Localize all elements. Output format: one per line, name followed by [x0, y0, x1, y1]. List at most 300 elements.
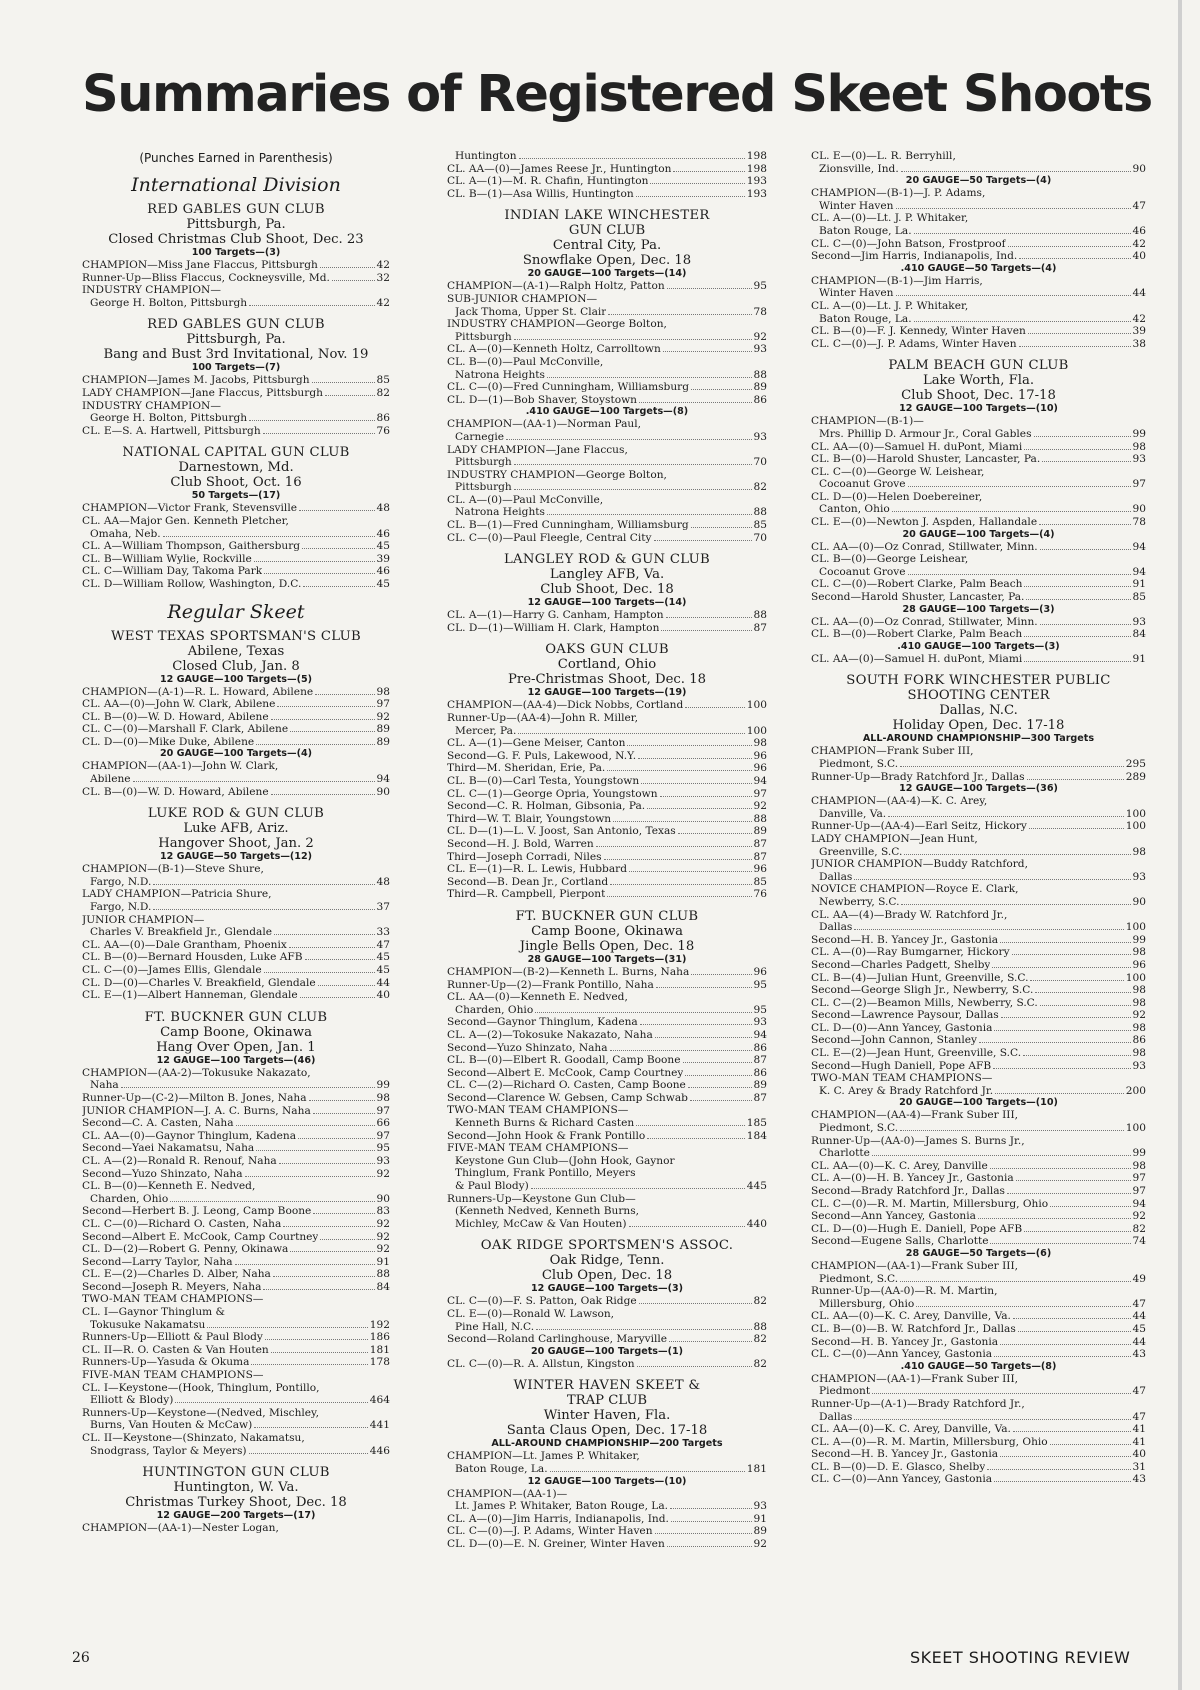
- result-text: CL. B—(0)—George Leishear,: [811, 553, 969, 566]
- result-row: [811, 1135, 1146, 1148]
- club-name: FT. BUCKNER GUN CLUB: [144, 1009, 328, 1025]
- result-text: CL. D—(0)—E. N. Greiner, Winter Haven: [447, 1537, 665, 1550]
- result-row: [811, 1109, 1146, 1122]
- result-text: CL. C—(0)—Paul Fleegle, Central City: [447, 531, 652, 544]
- result-row: [447, 1463, 767, 1476]
- result-text: CHAMPION—(AA-1)—Frank Suber III,: [811, 1259, 1019, 1272]
- result-text: Second—Yuzo Shinzato, Naha: [447, 1041, 608, 1054]
- score: 48: [376, 502, 390, 515]
- result-row: [811, 820, 1146, 833]
- result-text: CHAMPION—James M. Jacobs, Pittsburgh: [82, 374, 310, 387]
- result-text: LADY CHAMPION—Patricia Shure,: [82, 888, 272, 901]
- club-summary: [447, 642, 767, 901]
- score: 87: [753, 621, 767, 634]
- result-text: Runner-Up—(AA-4)—Earl Seitz, Hickory: [811, 820, 1027, 833]
- dot-leader: [613, 821, 751, 822]
- result-row: [447, 1155, 767, 1168]
- score: 47: [1132, 199, 1146, 212]
- result-row: [811, 858, 1146, 871]
- dot-leader: [249, 420, 374, 421]
- dot-leader: [990, 1168, 1131, 1169]
- result-row: [811, 1473, 1146, 1486]
- result-row: [811, 653, 1146, 666]
- club-summary: [82, 629, 390, 799]
- result-text: Third—Joseph Corradi, Niles: [447, 850, 602, 863]
- club-heading-line: Closed Christmas Club Shoot, Dec. 23: [108, 232, 364, 247]
- score: 99: [1132, 1147, 1146, 1160]
- score: 86: [376, 412, 390, 425]
- dot-leader: [656, 987, 752, 988]
- score: 94: [1132, 1197, 1146, 1210]
- dot-leader: [1019, 258, 1130, 259]
- dot-leader: [207, 1327, 367, 1328]
- result-row: [82, 259, 390, 272]
- result-row: [447, 825, 767, 838]
- gauge-heading: 50 Targets—(17): [191, 490, 281, 502]
- score: 100: [1125, 921, 1146, 934]
- result-text: CHAMPION—(AA-1)—John W. Clark,: [82, 760, 279, 773]
- score: 94: [376, 773, 390, 786]
- result-text: CL. C—(0)—J. P. Adams, Winter Haven: [447, 1525, 653, 1538]
- club-summary: [811, 358, 1146, 665]
- result-row: [811, 150, 1146, 163]
- dot-leader: [1040, 1005, 1131, 1006]
- score: 44: [1132, 1335, 1146, 1348]
- score: 78: [1132, 516, 1146, 529]
- club-heading-line: Jingle Bells Open, Dec. 18: [519, 938, 695, 954]
- result-text: Runners-Up—Elliott & Paul Blody: [82, 1331, 263, 1344]
- result-text: CL. B—(0)—W. D. Howard, Abilene: [82, 785, 269, 798]
- result-row: [811, 187, 1146, 200]
- result-text: Third—M. Sheridan, Erie, Pa.: [447, 762, 606, 775]
- score: 200: [1125, 1084, 1146, 1097]
- dot-leader: [1030, 980, 1123, 981]
- score: 82: [376, 386, 390, 399]
- dot-leader: [277, 706, 374, 707]
- dot-leader: [1027, 779, 1124, 780]
- dot-leader: [641, 783, 751, 784]
- dot-leader: [1040, 624, 1131, 625]
- gauge-heading: 28 GAUGE—100 Targets—(3): [902, 603, 1055, 615]
- result-text: George H. Bolton, Pittsburgh: [90, 412, 248, 425]
- result-row: [811, 871, 1146, 884]
- result-text: Mercer, Pa.: [455, 724, 517, 737]
- dot-leader: [1050, 1206, 1130, 1207]
- result-text: Second—G. F. Puls, Lakewood, N.Y.: [447, 749, 637, 762]
- dot-leader: [518, 733, 744, 734]
- club-name: WEST TEXAS SPORTSMAN'S CLUB: [111, 628, 361, 644]
- dot-leader: [1040, 549, 1131, 550]
- result-text: CL. AA—(0)—Gaynor Thinglum, Kadena: [82, 1129, 297, 1142]
- dot-leader: [1016, 1180, 1131, 1181]
- score: 92: [376, 1230, 390, 1243]
- score: 96: [753, 749, 767, 762]
- dot-leader: [854, 1419, 1130, 1420]
- score: 90: [376, 1192, 390, 1205]
- result-row: [82, 1193, 390, 1206]
- score: 91: [376, 1255, 390, 1268]
- score: 90: [1132, 503, 1146, 516]
- result-text: CL. A—(0)—Lt. J. P. Whitaker,: [811, 212, 969, 225]
- result-row: [811, 1185, 1146, 1198]
- dot-leader: [667, 288, 752, 289]
- result-text: Second—Albert E. McCook, Camp Courtney: [447, 1066, 684, 1079]
- result-row: [811, 1085, 1146, 1098]
- gauge-heading: 12 GAUGE—100 Targets—(5): [159, 673, 313, 685]
- result-row: [811, 338, 1146, 351]
- club-name: INDIAN LAKE WINCHESTER: [504, 208, 710, 224]
- score: 90: [1132, 162, 1146, 175]
- result-row: [447, 175, 767, 188]
- dot-leader: [1035, 992, 1130, 993]
- result-row: [811, 934, 1146, 947]
- result-text: Pittsburgh: [455, 330, 512, 343]
- result-text: CHAMPION—Frank Suber III,: [811, 745, 974, 758]
- dot-leader: [650, 183, 744, 184]
- result-row: [811, 1448, 1146, 1461]
- dot-leader: [245, 1176, 375, 1177]
- score: 178: [369, 1356, 390, 1369]
- result-row: [447, 1358, 767, 1371]
- dot-leader: [647, 808, 751, 809]
- gauge-heading: 20 GAUGE—100 Targets—(1): [530, 1345, 684, 1357]
- dot-leader: [908, 574, 1131, 575]
- result-text: CL. B—(0)—Carl Testa, Youngstown: [447, 775, 640, 787]
- result-text: Charden, Ohio: [90, 1192, 169, 1205]
- result-text: CL. C—(0)—Ann Yancey, Gastonia: [811, 1473, 993, 1486]
- result-row: [82, 1394, 390, 1407]
- dot-leader: [1001, 1017, 1131, 1018]
- result-text: Dallas: [819, 921, 853, 934]
- result-text: Abilene: [90, 773, 131, 786]
- result-text: Second—Yaei Nakamatsu, Naha: [82, 1142, 255, 1155]
- result-row: [811, 909, 1146, 922]
- score: 100: [746, 724, 767, 737]
- result-text: Danville, Va.: [819, 807, 887, 820]
- result-row: [447, 991, 767, 1004]
- dot-leader: [914, 233, 1131, 234]
- column-1: [82, 150, 390, 1543]
- club-summary: [447, 1378, 767, 1550]
- result-text: Second—Albert E. McCook, Camp Courtney: [82, 1230, 319, 1243]
- result-row: [811, 1461, 1146, 1474]
- dot-leader: [629, 871, 752, 872]
- result-text: Burns, Van Houten & McCaw): [90, 1419, 253, 1432]
- result-text: Runner-Up—Bliss Flaccus, Cockneysville, Md.: [82, 271, 330, 284]
- dot-leader: [610, 884, 751, 885]
- result-row: [447, 381, 767, 394]
- result-row: [447, 519, 767, 532]
- result-text: CL. A—William Thompson, Gaithersburg: [82, 540, 301, 553]
- dot-leader: [273, 1276, 375, 1277]
- result-row: [82, 786, 390, 799]
- result-text: CL. D—(1)—Bob Shaver, Stoystown: [447, 393, 637, 406]
- score: 441: [369, 1419, 390, 1432]
- result-row: [811, 1348, 1146, 1361]
- score: 43: [1132, 1473, 1146, 1486]
- dot-leader: [249, 305, 374, 306]
- result-row: [811, 1323, 1146, 1336]
- result-row: [447, 851, 767, 864]
- result-text: CL. D—(2)—Robert G. Penny, Okinawa: [82, 1243, 289, 1256]
- score: 95: [753, 978, 767, 991]
- score: 92: [376, 1217, 390, 1230]
- result-row: [447, 506, 767, 519]
- result-text: CL. B—William Wylie, Rockville: [82, 552, 252, 565]
- score: 98: [1132, 845, 1146, 858]
- result-text: CL. D—(1)—William H. Clark, Hampton: [447, 621, 660, 634]
- score: 193: [746, 175, 767, 188]
- score: 97: [753, 787, 767, 800]
- club-heading-line: Luke AFB, Ariz.: [183, 821, 289, 837]
- score: 74: [1132, 1235, 1146, 1248]
- result-text: Millersburg, Ohio: [819, 1297, 915, 1310]
- result-text: CL. AA—(4)—Brady W. Ratchford Jr.,: [811, 908, 1008, 921]
- result-row: [447, 394, 767, 407]
- score: 93: [753, 1500, 767, 1513]
- dot-leader: [904, 854, 1130, 855]
- result-row: [82, 553, 390, 566]
- dot-leader: [1000, 1344, 1130, 1345]
- dot-leader: [263, 1289, 374, 1290]
- column-3: [811, 150, 1146, 1494]
- result-row: [447, 1500, 767, 1513]
- club-heading-line: Oak Ridge, Tenn.: [549, 1253, 665, 1269]
- result-row: [811, 1310, 1146, 1323]
- score: 85: [753, 519, 767, 532]
- score: 97: [1132, 1185, 1146, 1197]
- score: 98: [1132, 1159, 1146, 1172]
- dot-leader: [1000, 1456, 1130, 1457]
- result-text: Charlotte: [819, 1147, 870, 1160]
- result-row: [82, 711, 390, 724]
- result-row: [811, 1336, 1146, 1349]
- dot-leader: [153, 909, 374, 910]
- dot-leader: [604, 859, 752, 860]
- result-text: TWO-MAN TEAM CHAMPIONS—: [82, 1293, 264, 1306]
- result-text: Baton Rouge, La.: [819, 224, 912, 237]
- division-heading: Regular Skeet: [167, 600, 305, 623]
- score: 93: [753, 343, 767, 356]
- result-row: [82, 1319, 390, 1332]
- result-text: Natrona Heights: [455, 506, 545, 519]
- score: 464: [369, 1394, 390, 1407]
- result-text: CL. A—(0)—Kenneth Holtz, Carrolltown: [447, 343, 661, 356]
- dot-leader: [678, 833, 752, 834]
- result-text: Second—H. J. Bold, Warren: [447, 837, 594, 850]
- result-text: CL. E—(2)—Jean Hunt, Greenville, S.C.: [811, 1047, 1022, 1060]
- score: 97: [376, 698, 390, 711]
- score: 45: [376, 540, 390, 553]
- result-row: [811, 1160, 1146, 1173]
- dot-leader: [312, 382, 375, 383]
- result-text: CL. AA—(0)—K. C. Arey, Danville, Va.: [811, 1423, 1011, 1436]
- result-row: [447, 888, 767, 901]
- score: 446: [369, 1444, 390, 1457]
- score: 97: [376, 1104, 390, 1117]
- gauge-heading: ALL-AROUND CHAMPIONSHIP—300 Targets: [862, 733, 1095, 745]
- result-row: [447, 532, 767, 545]
- club-name: PALM BEACH GUN CLUB: [888, 358, 1069, 374]
- result-text: Runner-Up—(AA-4)—John R. Miller,: [447, 712, 639, 725]
- result-row: [447, 188, 767, 201]
- dot-leader: [303, 586, 374, 587]
- result-text: Winter Haven: [819, 287, 894, 300]
- magazine-footer: SKEET SHOOTING REVIEW: [910, 1648, 1131, 1667]
- result-text: CL. A—(0)—Paul McConville,: [447, 493, 604, 506]
- result-row: [82, 1445, 390, 1458]
- result-text: CL. C—(2)—Beamon Mills, Newberry, S.C.: [811, 996, 1038, 1009]
- result-text: Second—Herbert B. J. Leong, Camp Boone: [82, 1205, 312, 1218]
- dot-leader: [647, 1138, 744, 1139]
- score: 92: [753, 330, 767, 343]
- score: 93: [1132, 870, 1146, 883]
- result-row: [82, 1369, 390, 1382]
- result-text: Pittsburgh: [455, 481, 512, 494]
- result-row: [811, 453, 1146, 466]
- result-text: Elliott & Blody): [90, 1394, 174, 1407]
- score: 45: [1132, 1322, 1146, 1335]
- gauge-heading: 20 GAUGE—100 Targets—(4): [902, 528, 1055, 540]
- score: 92: [1132, 1210, 1146, 1223]
- dot-leader: [170, 1201, 374, 1202]
- score: 76: [753, 888, 767, 901]
- club-heading-line: Pre-Christmas Shoot, Dec. 18: [508, 672, 706, 688]
- score: 98: [1132, 996, 1146, 1009]
- result-row: [82, 1522, 390, 1535]
- result-row: [811, 503, 1146, 516]
- result-row: [82, 964, 390, 977]
- result-text: CL. I—Gaynor Thinglum &: [82, 1306, 225, 1319]
- club-summary: [82, 1465, 390, 1535]
- score: 289: [1125, 770, 1146, 783]
- dot-leader: [607, 770, 751, 771]
- score: 47: [1132, 1385, 1146, 1398]
- score: 100: [746, 699, 767, 712]
- club-heading-line: Darnestown, Md.: [178, 460, 294, 476]
- result-row: [82, 723, 390, 736]
- score: 87: [753, 837, 767, 850]
- result-text: CL. C—(0)—J. P. Adams, Winter Haven: [811, 337, 1017, 350]
- dot-leader: [320, 267, 375, 268]
- result-row: [811, 1398, 1146, 1411]
- result-text: CHAMPION—(AA-4)—Dick Nobbs, Cortland: [447, 699, 684, 712]
- result-text: CL. A—(0)—H. B. Yancey Jr., Gastonia: [811, 1172, 1014, 1185]
- result-text: CL. B—(0)—W. D. Howard, Abilene: [82, 710, 269, 723]
- result-text: & Paul Blody): [455, 1180, 529, 1193]
- result-row: [447, 1525, 767, 1538]
- result-row: [811, 566, 1146, 579]
- result-row: [447, 712, 767, 725]
- result-row: [811, 415, 1146, 428]
- dot-leader: [332, 280, 375, 281]
- result-text: CL. AA—(0)—Samuel H. duPont, Miami: [811, 652, 1023, 665]
- club-name: LUKE ROD & GUN CLUB: [147, 806, 325, 822]
- result-row: [447, 1333, 767, 1346]
- result-text: Second—Jim Harris, Indianapolis, Ind.: [811, 250, 1018, 263]
- result-row: [447, 838, 767, 851]
- dot-leader: [667, 1546, 752, 1547]
- result-text: CL. AA—(0)—Dale Grantham, Phoenix: [82, 938, 287, 951]
- result-text: Winter Haven: [819, 199, 894, 212]
- result-text: CL. C—(2)—Richard O. Casten, Camp Boone: [447, 1079, 686, 1092]
- result-row: [82, 1142, 390, 1155]
- dot-leader: [994, 1030, 1130, 1031]
- result-text: CL. A—(2)—Ronald R. Renouf, Naha: [82, 1154, 277, 1167]
- dot-leader: [271, 719, 375, 720]
- dot-leader: [872, 1393, 1130, 1394]
- dot-leader: [691, 389, 752, 390]
- result-row: [82, 565, 390, 578]
- dot-leader: [514, 339, 752, 340]
- score: 86: [753, 1041, 767, 1054]
- score: 42: [376, 259, 390, 271]
- result-text: Second—H. B. Yancey Jr., Gastonia: [811, 933, 999, 946]
- score: 86: [753, 393, 767, 406]
- result-text: Second—Joseph R. Meyers, Naha: [82, 1280, 262, 1293]
- dot-leader: [1028, 333, 1131, 334]
- dot-leader: [320, 1239, 374, 1240]
- score: 96: [753, 762, 767, 775]
- result-row: [82, 540, 390, 553]
- result-row: [811, 1047, 1146, 1060]
- dot-leader: [637, 1366, 752, 1367]
- result-text: CL. C—(0)—Ann Yancey, Gastonia: [811, 1348, 993, 1361]
- score: 185: [746, 1117, 767, 1130]
- score: 44: [376, 976, 390, 989]
- dot-leader: [670, 1508, 751, 1509]
- gauge-heading: 12 GAUGE—100 Targets—(14): [527, 597, 687, 609]
- score: 46: [376, 565, 390, 578]
- score: 88: [376, 1268, 390, 1281]
- score: 98: [1132, 946, 1146, 959]
- score: 92: [376, 1243, 390, 1256]
- score: 39: [1132, 325, 1146, 338]
- result-text: Second—C. A. Casten, Naha: [82, 1117, 234, 1130]
- result-text: CL. D—(1)—L. V. Joost, San Antonio, Texas: [447, 825, 676, 838]
- column-2: [447, 150, 767, 1559]
- result-row: [447, 966, 767, 979]
- gauge-heading: ALL-AROUND CHAMPIONSHIP—200 Targets: [491, 1438, 723, 1450]
- result-text: TWO-MAN TEAM CHAMPIONS—: [447, 1104, 629, 1117]
- dot-leader: [993, 1068, 1130, 1069]
- result-row: [447, 1488, 767, 1501]
- club-heading-line: Lake Worth, Fla.: [922, 373, 1035, 389]
- score: 42: [376, 296, 390, 309]
- result-row: [82, 1306, 390, 1319]
- result-row: [82, 1432, 390, 1445]
- score: 82: [753, 1295, 767, 1308]
- dot-leader: [236, 1125, 375, 1126]
- score: 44: [1132, 287, 1146, 300]
- result-text: Runners-Up—Keystone Gun Club—: [447, 1192, 636, 1205]
- club-summary: [82, 202, 390, 309]
- dot-leader: [309, 1100, 375, 1101]
- result-text: Charles V. Breakfield Jr., Glendale: [90, 926, 272, 939]
- result-text: Second—John Hook & Frank Pontillo: [447, 1129, 646, 1142]
- result-row: [447, 609, 767, 622]
- dot-leader: [900, 1281, 1130, 1282]
- result-row: [811, 578, 1146, 591]
- club-summary: [811, 673, 1146, 1486]
- result-text: CL. C—(1)—George Opria, Youngstown: [447, 787, 658, 800]
- result-text: CL. C—(0)—George W. Leishear,: [811, 465, 985, 478]
- result-text: Cocoanut Grove: [819, 478, 906, 491]
- dot-leader: [1024, 661, 1130, 662]
- dot-leader: [274, 934, 375, 935]
- result-text: CL. A—(0)—Ray Bumgarner, Hickory: [811, 946, 1010, 959]
- club-name: LANGLEY ROD & GUN CLUB: [504, 552, 710, 568]
